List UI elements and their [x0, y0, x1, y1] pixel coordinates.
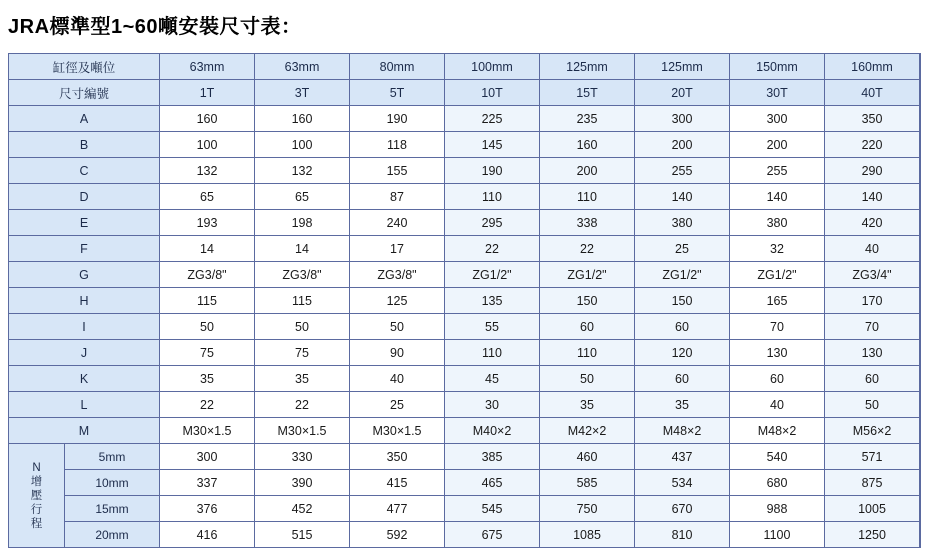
row-label-a: A — [9, 106, 160, 132]
spec-table-container — [0, 39, 931, 548]
cell-c-5: 200 — [540, 158, 635, 184]
cell-f-7: 32 — [730, 236, 825, 262]
header-cell-bore-7: 150mm — [730, 54, 825, 80]
cell-g-1: ZG3/8" — [160, 262, 255, 288]
cell-l-1: 22 — [160, 392, 255, 418]
row-label-k: K — [9, 366, 160, 392]
row-label-n-20mm: 20mm — [65, 522, 160, 548]
cell-d-1: 65 — [160, 184, 255, 210]
row-label-g: G — [9, 262, 160, 288]
cell-n10-6: 534 — [635, 470, 730, 496]
header-cell-tonnage-3: 5T — [350, 80, 445, 106]
table-row — [9, 132, 921, 158]
page-title: JRA標準型1~60噸安裝尺寸表： — [8, 16, 302, 38]
cell-n5-9 — [920, 444, 921, 470]
cell-c-2: 132 — [255, 158, 350, 184]
cell-k-4: 45 — [445, 366, 540, 392]
cell-e-4: 295 — [445, 210, 540, 236]
cell-e-5: 338 — [540, 210, 635, 236]
row-label-h: H — [9, 288, 160, 314]
cell-f-8: 40 — [825, 236, 920, 262]
cell-i-3: 50 — [350, 314, 445, 340]
cell-e-2: 198 — [255, 210, 350, 236]
cell-k-1: 35 — [160, 366, 255, 392]
table-row — [9, 314, 921, 340]
row-label-n-5mm: 5mm — [65, 444, 160, 470]
cell-i-4: 55 — [445, 314, 540, 340]
cell-j-6: 120 — [635, 340, 730, 366]
cell-l-6: 35 — [635, 392, 730, 418]
cell-k-7: 60 — [730, 366, 825, 392]
cell-l-9 — [920, 392, 921, 418]
cell-a-2: 160 — [255, 106, 350, 132]
cell-a-4: 225 — [445, 106, 540, 132]
cell-d-5: 110 — [540, 184, 635, 210]
table-row — [9, 340, 921, 366]
cell-n5-1: 300 — [160, 444, 255, 470]
cell-n5-2: 330 — [255, 444, 350, 470]
cell-d-4: 110 — [445, 184, 540, 210]
cell-n15-7: 988 — [730, 496, 825, 522]
cell-m-4: M40×2 — [445, 418, 540, 444]
cell-n10-5: 585 — [540, 470, 635, 496]
cell-n10-7: 680 — [730, 470, 825, 496]
header-cell-bore-3: 80mm — [350, 54, 445, 80]
cell-n20-1: 416 — [160, 522, 255, 548]
row-label-i: I — [9, 314, 160, 340]
cell-h-7: 165 — [730, 288, 825, 314]
row-label-n-15mm: 15mm — [65, 496, 160, 522]
cell-n10-9 — [920, 470, 921, 496]
cell-i-1: 50 — [160, 314, 255, 340]
row-label-m: M — [9, 418, 160, 444]
cell-b-1: 100 — [160, 132, 255, 158]
cell-n20-5: 1085 — [540, 522, 635, 548]
cell-m-2: M30×1.5 — [255, 418, 350, 444]
cell-n10-8: 875 — [825, 470, 920, 496]
cell-i-6: 60 — [635, 314, 730, 340]
header-label-bore: 缸徑及噸位 — [9, 54, 160, 80]
cell-k-9 — [920, 366, 921, 392]
table-row — [9, 184, 921, 210]
cell-m-8: M56×2 — [825, 418, 920, 444]
table-row — [9, 418, 921, 444]
cell-e-8: 420 — [825, 210, 920, 236]
cell-f-4: 22 — [445, 236, 540, 262]
cell-i-5: 60 — [540, 314, 635, 340]
cell-n5-4: 385 — [445, 444, 540, 470]
cell-g-2: ZG3/8" — [255, 262, 350, 288]
cell-n5-3: 350 — [350, 444, 445, 470]
cell-e-6: 380 — [635, 210, 730, 236]
cell-l-2: 22 — [255, 392, 350, 418]
header-cell-bore-8: 160mm — [825, 54, 920, 80]
table-row — [9, 392, 921, 418]
cell-c-7: 255 — [730, 158, 825, 184]
cell-j-8: 130 — [825, 340, 920, 366]
cell-j-5: 110 — [540, 340, 635, 366]
table-row — [9, 444, 921, 470]
header-cell-bore-4: 100mm — [445, 54, 540, 80]
cell-a-6: 300 — [635, 106, 730, 132]
cell-m-7: M48×2 — [730, 418, 825, 444]
cell-m-6: M48×2 — [635, 418, 730, 444]
cell-n20-3: 592 — [350, 522, 445, 548]
cell-d-8: 140 — [825, 184, 920, 210]
cell-g-4: ZG1/2" — [445, 262, 540, 288]
cell-f-2: 14 — [255, 236, 350, 262]
table-row — [9, 288, 921, 314]
cell-n10-4: 465 — [445, 470, 540, 496]
cell-k-3: 40 — [350, 366, 445, 392]
cell-j-1: 75 — [160, 340, 255, 366]
cell-i-9 — [920, 314, 921, 340]
cell-j-3: 90 — [350, 340, 445, 366]
row-label-b: B — [9, 132, 160, 158]
cell-n15-1: 376 — [160, 496, 255, 522]
cell-c-3: 155 — [350, 158, 445, 184]
cell-d-6: 140 — [635, 184, 730, 210]
header-label-tonnage: 尺寸編號 — [9, 80, 160, 106]
group-label-n-char-2: 壓 — [30, 489, 43, 502]
cell-c-9 — [920, 158, 921, 184]
cell-h-3: 125 — [350, 288, 445, 314]
cell-d-3: 87 — [350, 184, 445, 210]
cell-f-9 — [920, 236, 921, 262]
cell-g-7: ZG1/2" — [730, 262, 825, 288]
cell-e-1: 193 — [160, 210, 255, 236]
group-label-n-char-4: 程 — [30, 517, 43, 530]
group-label-n-char-1: 增 — [30, 475, 43, 488]
cell-l-5: 35 — [540, 392, 635, 418]
cell-l-7: 40 — [730, 392, 825, 418]
table-header-row-tonnage — [9, 80, 921, 106]
group-label-n — [9, 444, 65, 548]
cell-k-5: 50 — [540, 366, 635, 392]
header-cell-tonnage-6: 20T — [635, 80, 730, 106]
table-row — [9, 158, 921, 184]
cell-h-6: 150 — [635, 288, 730, 314]
cell-e-3: 240 — [350, 210, 445, 236]
header-cell-bore-5: 125mm — [540, 54, 635, 80]
cell-l-8: 50 — [825, 392, 920, 418]
cell-b-6: 200 — [635, 132, 730, 158]
cell-h-1: 115 — [160, 288, 255, 314]
header-cell-tonnage-5: 15T — [540, 80, 635, 106]
cell-d-7: 140 — [730, 184, 825, 210]
row-label-c: C — [9, 158, 160, 184]
cell-n15-4: 545 — [445, 496, 540, 522]
table-row — [9, 366, 921, 392]
cell-d-2: 65 — [255, 184, 350, 210]
header-cell-bore-9 — [920, 54, 921, 80]
cell-g-9 — [920, 262, 921, 288]
cell-j-2: 75 — [255, 340, 350, 366]
cell-h-4: 135 — [445, 288, 540, 314]
cell-n15-5: 750 — [540, 496, 635, 522]
cell-b-3: 118 — [350, 132, 445, 158]
cell-f-1: 14 — [160, 236, 255, 262]
cell-h-2: 115 — [255, 288, 350, 314]
cell-n20-7: 1100 — [730, 522, 825, 548]
table-row — [9, 262, 921, 288]
cell-n10-1: 337 — [160, 470, 255, 496]
table-row — [9, 470, 921, 496]
cell-l-4: 30 — [445, 392, 540, 418]
cell-b-8: 220 — [825, 132, 920, 158]
spec-table — [8, 53, 921, 548]
cell-n15-3: 477 — [350, 496, 445, 522]
row-label-l: L — [9, 392, 160, 418]
cell-a-8: 350 — [825, 106, 920, 132]
cell-a-1: 160 — [160, 106, 255, 132]
header-cell-tonnage-9 — [920, 80, 921, 106]
row-label-d: D — [9, 184, 160, 210]
cell-e-7: 380 — [730, 210, 825, 236]
cell-a-5: 235 — [540, 106, 635, 132]
row-label-e: E — [9, 210, 160, 236]
cell-n15-2: 452 — [255, 496, 350, 522]
header-cell-tonnage-7: 30T — [730, 80, 825, 106]
cell-h-8: 170 — [825, 288, 920, 314]
cell-c-8: 290 — [825, 158, 920, 184]
cell-b-9 — [920, 132, 921, 158]
table-row — [9, 522, 921, 548]
cell-n5-7: 540 — [730, 444, 825, 470]
cell-n20-8: 1250 — [825, 522, 920, 548]
cell-f-3: 17 — [350, 236, 445, 262]
row-label-n-10mm: 10mm — [65, 470, 160, 496]
cell-b-2: 100 — [255, 132, 350, 158]
cell-n20-6: 810 — [635, 522, 730, 548]
cell-l-3: 25 — [350, 392, 445, 418]
cell-c-4: 190 — [445, 158, 540, 184]
header-cell-tonnage-1: 1T — [160, 80, 255, 106]
row-label-j: J — [9, 340, 160, 366]
header-cell-bore-6: 125mm — [635, 54, 730, 80]
cell-n15-8: 1005 — [825, 496, 920, 522]
cell-a-7: 300 — [730, 106, 825, 132]
cell-i-8: 70 — [825, 314, 920, 340]
cell-g-3: ZG3/8" — [350, 262, 445, 288]
cell-k-8: 60 — [825, 366, 920, 392]
cell-n5-8: 571 — [825, 444, 920, 470]
cell-f-6: 25 — [635, 236, 730, 262]
cell-g-6: ZG1/2" — [635, 262, 730, 288]
table-header-row-bore — [9, 54, 921, 80]
cell-d-9 — [920, 184, 921, 210]
cell-k-2: 35 — [255, 366, 350, 392]
cell-n20-9 — [920, 522, 921, 548]
header-cell-tonnage-4: 10T — [445, 80, 540, 106]
cell-j-4: 110 — [445, 340, 540, 366]
cell-g-8: ZG3/4" — [825, 262, 920, 288]
cell-n20-2: 515 — [255, 522, 350, 548]
cell-m-1: M30×1.5 — [160, 418, 255, 444]
cell-n15-6: 670 — [635, 496, 730, 522]
cell-n5-5: 460 — [540, 444, 635, 470]
header-cell-bore-2: 63mm — [255, 54, 350, 80]
cell-f-5: 22 — [540, 236, 635, 262]
cell-j-9 — [920, 340, 921, 366]
cell-g-5: ZG1/2" — [540, 262, 635, 288]
header-cell-tonnage-2: 3T — [255, 80, 350, 106]
cell-k-6: 60 — [635, 366, 730, 392]
cell-m-5: M42×2 — [540, 418, 635, 444]
header-cell-bore-1: 63mm — [160, 54, 255, 80]
cell-b-7: 200 — [730, 132, 825, 158]
cell-m-9 — [920, 418, 921, 444]
table-row — [9, 106, 921, 132]
cell-n20-4: 675 — [445, 522, 540, 548]
group-label-n-char-3: 行 — [30, 503, 43, 516]
cell-b-5: 160 — [540, 132, 635, 158]
cell-n10-3: 415 — [350, 470, 445, 496]
cell-i-7: 70 — [730, 314, 825, 340]
cell-n10-2: 390 — [255, 470, 350, 496]
table-row — [9, 496, 921, 522]
cell-c-1: 132 — [160, 158, 255, 184]
cell-a-9 — [920, 106, 921, 132]
row-label-f: F — [9, 236, 160, 262]
table-row — [9, 210, 921, 236]
cell-e-9 — [920, 210, 921, 236]
cell-i-2: 50 — [255, 314, 350, 340]
cell-b-4: 145 — [445, 132, 540, 158]
cell-m-3: M30×1.5 — [350, 418, 445, 444]
cell-c-6: 255 — [635, 158, 730, 184]
table-row — [9, 236, 921, 262]
cell-j-7: 130 — [730, 340, 825, 366]
cell-a-3: 190 — [350, 106, 445, 132]
cell-h-9 — [920, 288, 921, 314]
group-label-n-char-0: N — [32, 461, 41, 474]
cell-n5-6: 437 — [635, 444, 730, 470]
cell-h-5: 150 — [540, 288, 635, 314]
cell-n15-9 — [920, 496, 921, 522]
header-cell-tonnage-8: 40T — [825, 80, 920, 106]
